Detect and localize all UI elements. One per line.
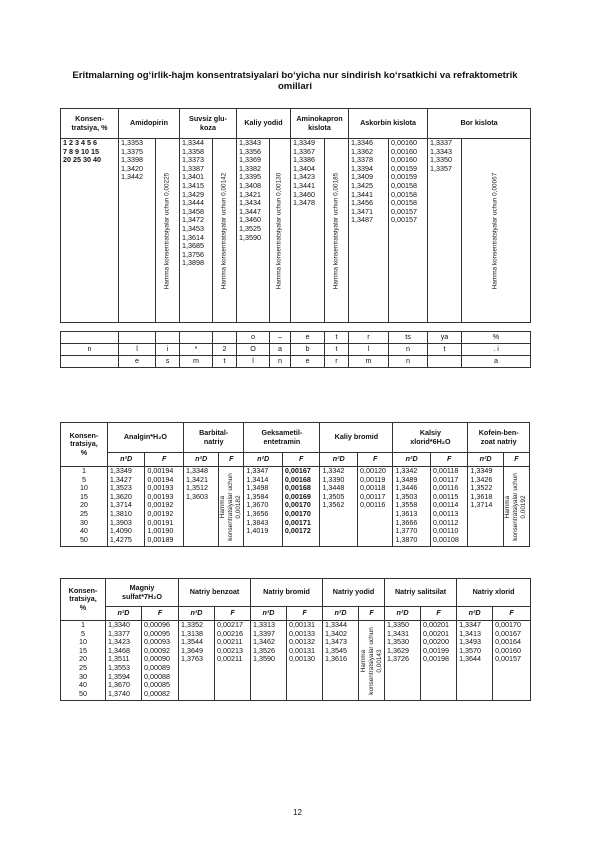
subheader-n: n²D <box>107 453 145 467</box>
barbital-factor: Hamma konsentratsiyalar uchun 0,00182 <box>219 467 244 547</box>
subheader-f: F <box>421 607 457 621</box>
subheader-f: F <box>142 607 179 621</box>
refraction-table-2 <box>60 422 530 547</box>
legend-cell: t <box>325 332 349 344</box>
kaliy-yodid-factor: Hamma konsentratsiyalar uchun 0,00130 <box>270 139 291 323</box>
glukoza-values: 1,3344 1,3358 1,3373 1,3387 1,3401 1,3415 1,3429 1,3444 1,3458 1,3472 1,3453 1,3614 1,3685 1,3756 1,3898 <box>180 139 213 323</box>
legend-cell: ya <box>428 332 462 344</box>
subheader-f: F <box>215 607 251 621</box>
legend-cell: – <box>270 332 291 344</box>
sal-f-values: 0,00201 0,00201 0,00200 0,00199 0,00198 <box>421 621 457 701</box>
amidopirin-factor: Hamma konsentratsiyalar uchun 0,00225 <box>156 139 180 323</box>
subheader-f: F <box>282 453 320 467</box>
col-header-concentration: Konsen- tratsiya, % <box>61 109 119 139</box>
col-header-glukoza: Suvsiz glu- koza <box>180 109 237 139</box>
subheader-n: n²D <box>468 453 503 467</box>
legend-cell: s <box>156 356 180 368</box>
legend-cell <box>428 356 462 368</box>
subheader-f: F <box>219 453 244 467</box>
legend-cell: n <box>389 356 428 368</box>
col-header-magniy: Magniy sulfat*7H₂O <box>106 579 179 607</box>
subheader-n: n²D <box>183 453 218 467</box>
subheader-n: n²D <box>385 607 421 621</box>
col-header-kofein: Kofein-ben- zoat natriy <box>468 423 530 453</box>
subheader-f: F <box>145 453 184 467</box>
legend-cell: e <box>291 332 325 344</box>
askorbin-n-values: 1,3346 1,3362 1,3378 1,3394 1,3409 1,3425 1,3441 1,3456 1,3471 1,3487 <box>349 139 389 323</box>
legend-cell: r <box>325 356 349 368</box>
mg-f-values: 0,00096 0,00095 0,00093 0,00092 0,00090 0,00089 0,00088 0,00085 0,00082 <box>142 621 179 701</box>
col-header-concentration: Konsen- tratsiya, % <box>61 579 106 621</box>
nabr-f-values: 0,00131 0,00133 0,00132 0,00131 0,00130 <box>287 621 323 701</box>
nai-n-values: 1,3344 1,3402 1,3473 1,3545 1,3616 <box>323 621 359 701</box>
subheader-f: F <box>503 453 529 467</box>
col-header-amidopirin: Amidopirin <box>119 109 180 139</box>
benz-f-values: 0,00217 0,00216 0,00211 0,00213 0,00211 <box>215 621 251 701</box>
subheader-n: n²D <box>323 607 359 621</box>
geksa-f-values: 0,00167 0,00168 0,00168 0,00169 0,00170 0,00170 0,00171 0,00172 <box>282 467 320 547</box>
subheader-f: F <box>430 453 468 467</box>
refraction-table-1 <box>60 108 531 323</box>
legend-cell: t <box>325 344 349 356</box>
benz-n-values: 1,3352 1,3138 1,3544 1,3649 1,3763 <box>179 621 215 701</box>
subheader-n: n²D <box>244 453 283 467</box>
kbr-n-values: 1,3342 1,3390 1,3448 1,3505 1,3562 <box>320 467 358 547</box>
bor-values: 1,3337 1,3343 1,3350 1,3357 <box>428 139 462 323</box>
amidopirin-values: 1,3353 1,3375 1,3398 1,3420 1,3442 <box>119 139 156 323</box>
subheader-n: n²D <box>457 607 493 621</box>
subheader-n: n²D <box>393 453 431 467</box>
legend-cell: % <box>462 332 531 344</box>
col-header-aminokapron: Aminokapron kislota <box>291 109 349 139</box>
cacl-n-values: 1,3342 1,3489 1,3446 1,3503 1,3558 1,3613 1,3666 1,3770 1,3870 <box>393 467 431 547</box>
legend-cell: O <box>237 344 270 356</box>
subheader-n: n²D <box>179 607 215 621</box>
concentration-values: 1 2 3 4 5 6 7 8 9 10 15 20 25 30 40 <box>61 139 119 323</box>
subheader-n: n²D <box>251 607 287 621</box>
legend-cell: t <box>428 344 462 356</box>
col-header-natriy-salitsilat: Natriy salitsilat <box>385 579 457 607</box>
col-header-kalsiy-xlorid: Kalsiy xlorid*6H₂O <box>393 423 468 453</box>
col-header-natriy-bromid: Natriy bromid <box>251 579 323 607</box>
col-header-askorbin: Askorbin kislota <box>349 109 428 139</box>
kofein-n-values: 1,3349 1,3426 1,3522 1,3618 1,3714 <box>468 467 503 547</box>
barbital-n-values: 1,3348 1,3421 1,3512 1,3603 <box>183 467 218 547</box>
subheader-n: n²D <box>320 453 358 467</box>
legend-cell: a <box>270 344 291 356</box>
analgin-n-values: 1,3349 1,3427 1,3523 1,3620 1,3714 1,3810 1,3903 1,4090 1,4275 <box>107 467 145 547</box>
legend-cell: n <box>270 356 291 368</box>
col-header-analgin: Analgin*H₂O <box>107 423 183 453</box>
analgin-f-values: 0,00194 0,00194 0,00193 0,00193 0,00192 0,00192 0,00191 1,00190 0,00189 <box>145 467 184 547</box>
askorbin-f-values: 0,00160 0,00160 0,00160 0,00159 0,00159 0,00158 0,00158 0,00158 0,00157 0,00157 <box>389 139 428 323</box>
col-header-kaliy-bromid: Kaliy bromid <box>320 423 393 453</box>
legend-cell: r <box>349 332 389 344</box>
legend-table <box>60 331 531 368</box>
bor-factor: Hamma konsentratsiyalar uchun 0,00067 <box>462 139 531 323</box>
col-header-natriy-benzoat: Natriy benzoat <box>179 579 251 607</box>
aminokapron-factor: Hamma konsentratsiyalar uchun 0,00185 <box>325 139 349 323</box>
subheader-f: F <box>493 607 531 621</box>
kaliy-yodid-values: 1,3343 1,3356 1,3369 1,3382 1,3395 1,3408 1,3421 1,3434 1,3447 1,3460 1,3525 1,3590 <box>237 139 270 323</box>
legend-cell: ts <box>389 332 428 344</box>
legend-cell: m <box>180 356 213 368</box>
kofein-factor: Hamma konsentratsiyalar uchun 0,00192 <box>503 467 529 547</box>
legend-cell: m <box>349 356 389 368</box>
page-title: Eritmalarning og‘irlik-hajm konsentratsiyalari bo‘yicha nur sindirish ko‘rsatkichi va refraktometrik omillari <box>72 70 518 92</box>
legend-cell: a <box>462 356 531 368</box>
legend-cell: l <box>119 344 156 356</box>
refraction-table-3 <box>60 578 531 701</box>
glukoza-factor: Hamma konsentratsiyalar uchun 0,00142 <box>213 139 237 323</box>
subheader-f: F <box>357 453 392 467</box>
sal-n-values: 1,3350 1,3431 1,3530 1,3629 1,3726 <box>385 621 421 701</box>
col-header-kaliy-yodid: Kaliy yodid <box>237 109 291 139</box>
nacl-f-values: 0,00170 0,00167 0,00164 0,00160 0,00157 <box>493 621 531 701</box>
concentration-values: 1 5 10 15 20 25 30 40 50 <box>61 467 108 547</box>
cacl-f-values: 0,00118 0,00117 0,00116 0,00115 0,00114 0,00113 0,00112 0,00110 0,00108 <box>430 467 468 547</box>
concentration-values: 1 5 10 15 20 25 30 40 50 <box>61 621 106 701</box>
nabr-n-values: 1,3313 1,3397 1,3462 1,3526 1,3590 <box>251 621 287 701</box>
col-header-natriy-yodid: Natriy yodid <box>323 579 385 607</box>
col-header-geksametil: Geksametil- entetramin <box>244 423 320 453</box>
aminokapron-values: 1,3349 1,3367 1,3386 1,3404 1,3423 1,3441 1,3460 1,3478 <box>291 139 325 323</box>
legend-cell: l <box>237 356 270 368</box>
legend-cell: e <box>119 356 156 368</box>
legend-cell: e <box>291 356 325 368</box>
subheader-n: n²D <box>106 607 142 621</box>
legend-cell: l <box>349 344 389 356</box>
legend-cell: 2 <box>213 344 237 356</box>
col-header-concentration: Konsen- tratsiya, % <box>61 423 108 467</box>
legend-cell: * <box>180 344 213 356</box>
subheader-f: F <box>359 607 385 621</box>
subheader-f: F <box>287 607 323 621</box>
col-header-bor: Bor kislota <box>428 109 531 139</box>
nai-factor: Hamma konsentratsiyalar uchun 0,00143 <box>359 621 385 701</box>
legend-cell <box>61 356 119 368</box>
legend-cell: n <box>389 344 428 356</box>
col-header-natriy-xlorid: Natriy xlorid <box>457 579 531 607</box>
legend-cell: n <box>61 344 119 356</box>
mg-n-values: 1,3340 1,3377 1,3423 1,3468 1,3511 1,3553 1,3594 1,3670 1,3740 <box>106 621 142 701</box>
legend-cell: i <box>156 344 180 356</box>
legend-cell: t <box>213 356 237 368</box>
kbr-f-values: 0,00120 0,00119 0,00118 0,00117 0,00116 <box>357 467 392 547</box>
geksa-n-values: 1,3347 1,3414 1,3498 1,3584 1,3670 1,3656 1,3843 1,4019 <box>244 467 283 547</box>
legend-cell: . i <box>462 344 531 356</box>
col-header-barbital: Barbital- natriy <box>183 423 243 453</box>
legend-cell: o <box>237 332 270 344</box>
nacl-n-values: 1,3347 1,3413 1,3493 1,3570 1,3644 <box>457 621 493 701</box>
legend-cell: b <box>291 344 325 356</box>
page-number: 12 <box>293 808 302 817</box>
